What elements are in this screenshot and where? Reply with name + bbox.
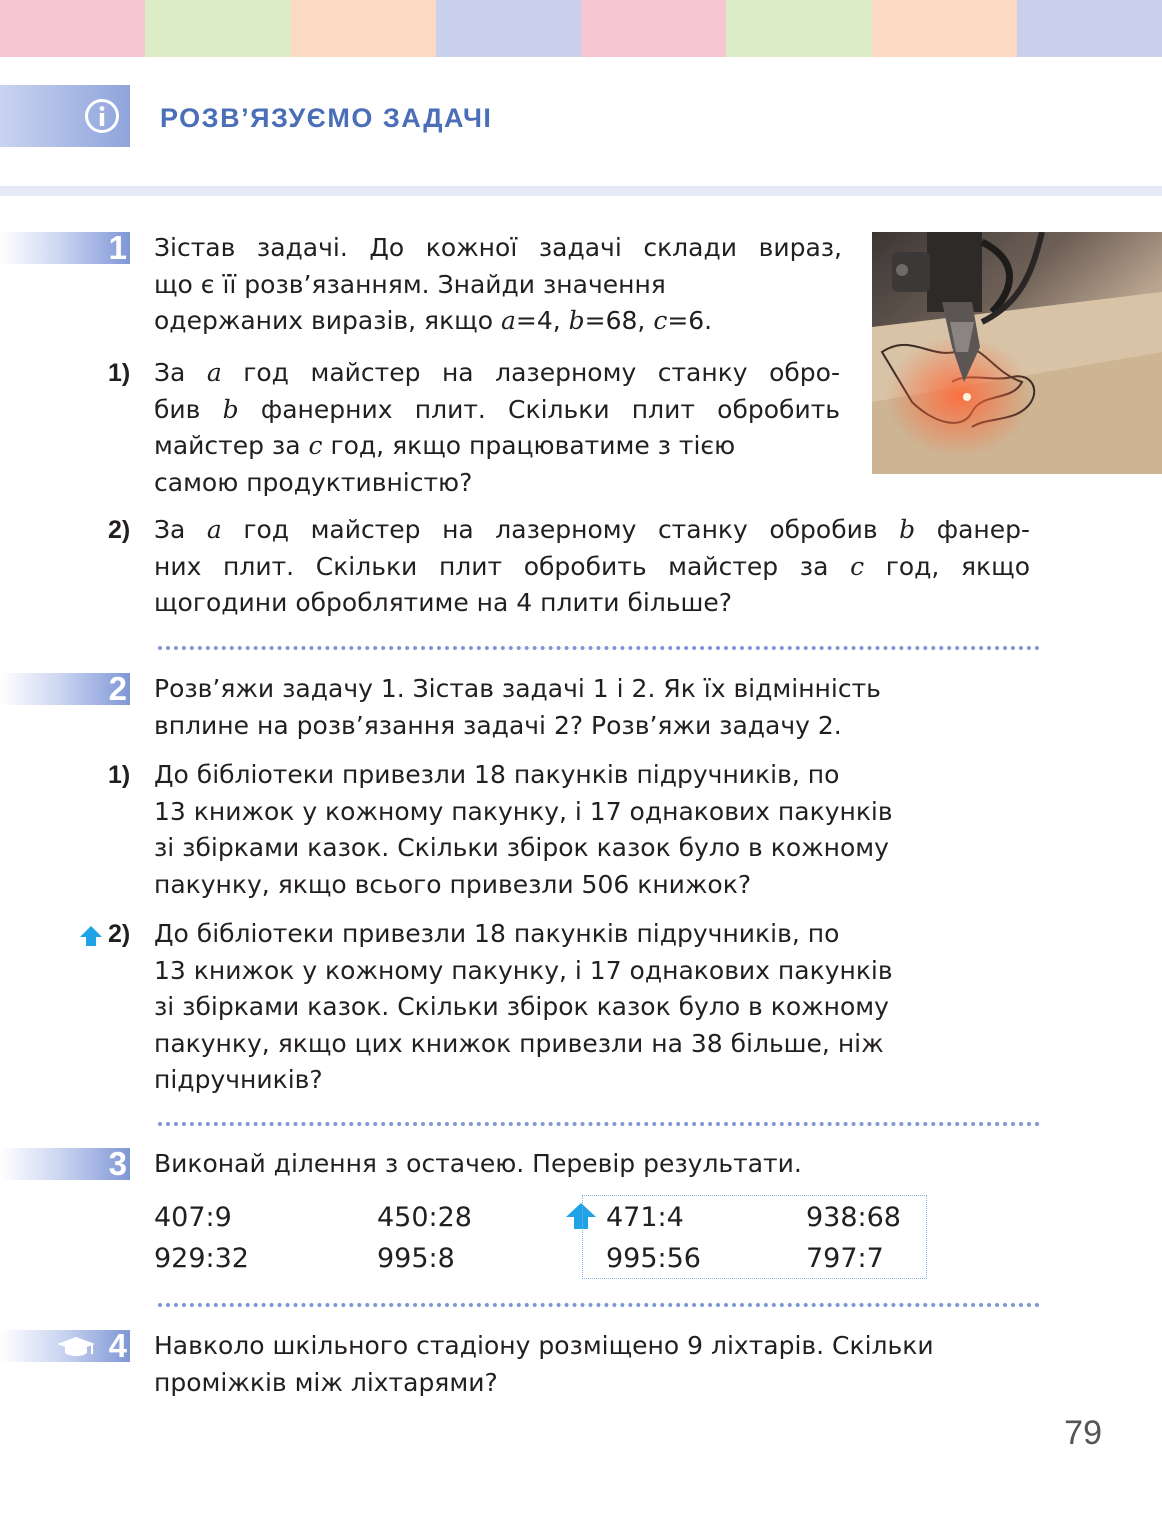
task-number: 1 bbox=[108, 229, 127, 266]
task-number: 3 bbox=[108, 1145, 127, 1182]
task-number-tab bbox=[0, 1145, 130, 1182]
stripe-6 bbox=[726, 0, 871, 57]
task1-intro-line: що є її розв’язанням. Знайди значення bbox=[154, 269, 666, 299]
task4-text bbox=[154, 1328, 1034, 1401]
dotted-separator bbox=[158, 646, 1040, 650]
subtask-line: 13 книжок у кожному пакунку, і 17 однакових пакунків bbox=[154, 796, 893, 826]
division-expression: 938:68 bbox=[806, 1202, 901, 1233]
division-expression: 995:8 bbox=[377, 1243, 455, 1274]
task1-subtask-2 bbox=[154, 512, 1030, 622]
subtask-line: За a год майстер на лазерному станку обро- bbox=[154, 358, 840, 387]
task-number-tab bbox=[0, 670, 130, 707]
dotted-separator bbox=[158, 1303, 1040, 1307]
stripe-5 bbox=[581, 0, 726, 57]
graduation-cap-icon bbox=[56, 1336, 96, 1358]
subtask-label: 2) bbox=[108, 516, 131, 544]
variable-a: a bbox=[500, 306, 516, 335]
subtask-line: пакунку, якщо цих книжок привезли на 38 більше, ніж bbox=[154, 1028, 884, 1058]
task1-intro-line: Зістав задачі. До кожної задачі склади вираз, bbox=[154, 233, 842, 262]
task4-line: Навколо шкільного стадіону розміщено 9 ліхтарів. Скільки bbox=[154, 1331, 934, 1360]
dotted-separator bbox=[158, 1122, 1040, 1126]
task2-intro bbox=[154, 671, 1004, 744]
task2-subtask-2 bbox=[154, 916, 1004, 1099]
advanced-arrow-icon bbox=[80, 926, 102, 946]
division-expression: 995:56 bbox=[606, 1243, 701, 1274]
subtask-label: 1) bbox=[108, 761, 131, 789]
division-expression: 450:28 bbox=[377, 1202, 472, 1233]
division-expression: 929:32 bbox=[154, 1243, 249, 1274]
variable-b: b bbox=[568, 306, 585, 335]
header-rule bbox=[0, 186, 1162, 196]
task1-intro bbox=[154, 230, 842, 340]
subtask-line: зі збірками казок. Скільки збірок казок було в кожному bbox=[154, 833, 889, 862]
stripe-4 bbox=[436, 0, 581, 57]
subtask-line: самою продуктивністю? bbox=[154, 467, 473, 497]
subtask-line: підручників? bbox=[154, 1065, 323, 1094]
subtask-label: 1) bbox=[108, 359, 131, 387]
division-expression: 407:9 bbox=[154, 1202, 232, 1233]
subtask-line: До бібліотеки привезли 18 пакунків підручників, по bbox=[154, 919, 840, 948]
section-title: РОЗВ’ЯЗУЄМО ЗАДАЧІ bbox=[160, 103, 493, 133]
subtask-line: щогодини оброблятиме на 4 плити більше? bbox=[154, 588, 733, 617]
task-number: 2 bbox=[108, 670, 127, 707]
info-icon bbox=[84, 98, 120, 134]
variable-c: c bbox=[653, 306, 668, 335]
task1-intro-line: одержаних виразів, якщо a=4, b=68, c=6. bbox=[154, 306, 713, 335]
task4-line: проміжків між ліхтарями? bbox=[154, 1367, 498, 1397]
top-color-stripes bbox=[0, 0, 1162, 57]
laser-cutter-photo bbox=[872, 232, 1162, 474]
subtask-line: майстер за c год, якщо працюватиме з тією bbox=[154, 431, 736, 460]
subtask-line: До бібліотеки привезли 18 пакунків підручників, по bbox=[154, 760, 840, 789]
subtask-label: 2) bbox=[108, 920, 131, 948]
division-expression: 471:4 bbox=[606, 1202, 684, 1233]
task-number-tab bbox=[0, 229, 130, 266]
stripe-8 bbox=[1017, 0, 1162, 57]
subtask-line: зі збірками казок. Скільки збірок казок було в кожному bbox=[154, 992, 889, 1021]
task-number: 4 bbox=[108, 1327, 127, 1364]
task2-subtask-1 bbox=[154, 757, 1004, 903]
stripe-2 bbox=[145, 0, 290, 57]
subtask-line: За a год майстер на лазерному станку обробив b фанер- bbox=[154, 515, 1031, 544]
stripe-3 bbox=[291, 0, 436, 57]
page-number: 79 bbox=[1064, 1414, 1102, 1452]
subtask-line: 13 книжок у кожному пакунку, і 17 однакових пакунків bbox=[154, 955, 893, 985]
task2-intro-line: вплине на розв’язання задачі 2? Розв’яжи задачу 2. bbox=[154, 710, 842, 740]
task2-intro-line: Розв’яжи задачу 1. Зістав задачі 1 і 2. Як їх відмінність bbox=[154, 674, 881, 703]
task3-instruction: Виконай ділення з остачею. Перевір результати. bbox=[154, 1149, 802, 1178]
stripe-1 bbox=[0, 0, 145, 57]
subtask-line: бив b фанерних плит. Скільки плит обробить bbox=[154, 394, 840, 424]
subtask-line: них плит. Скільки плит обробить майстер за c год, якщо bbox=[154, 551, 1030, 581]
division-expression: 797:7 bbox=[806, 1243, 884, 1274]
subtask-line: пакунку, якщо всього привезли 506 книжок? bbox=[154, 869, 752, 899]
stripe-7 bbox=[872, 0, 1017, 57]
task1-subtask-1 bbox=[154, 355, 840, 501]
task-number-tab bbox=[0, 1327, 130, 1364]
